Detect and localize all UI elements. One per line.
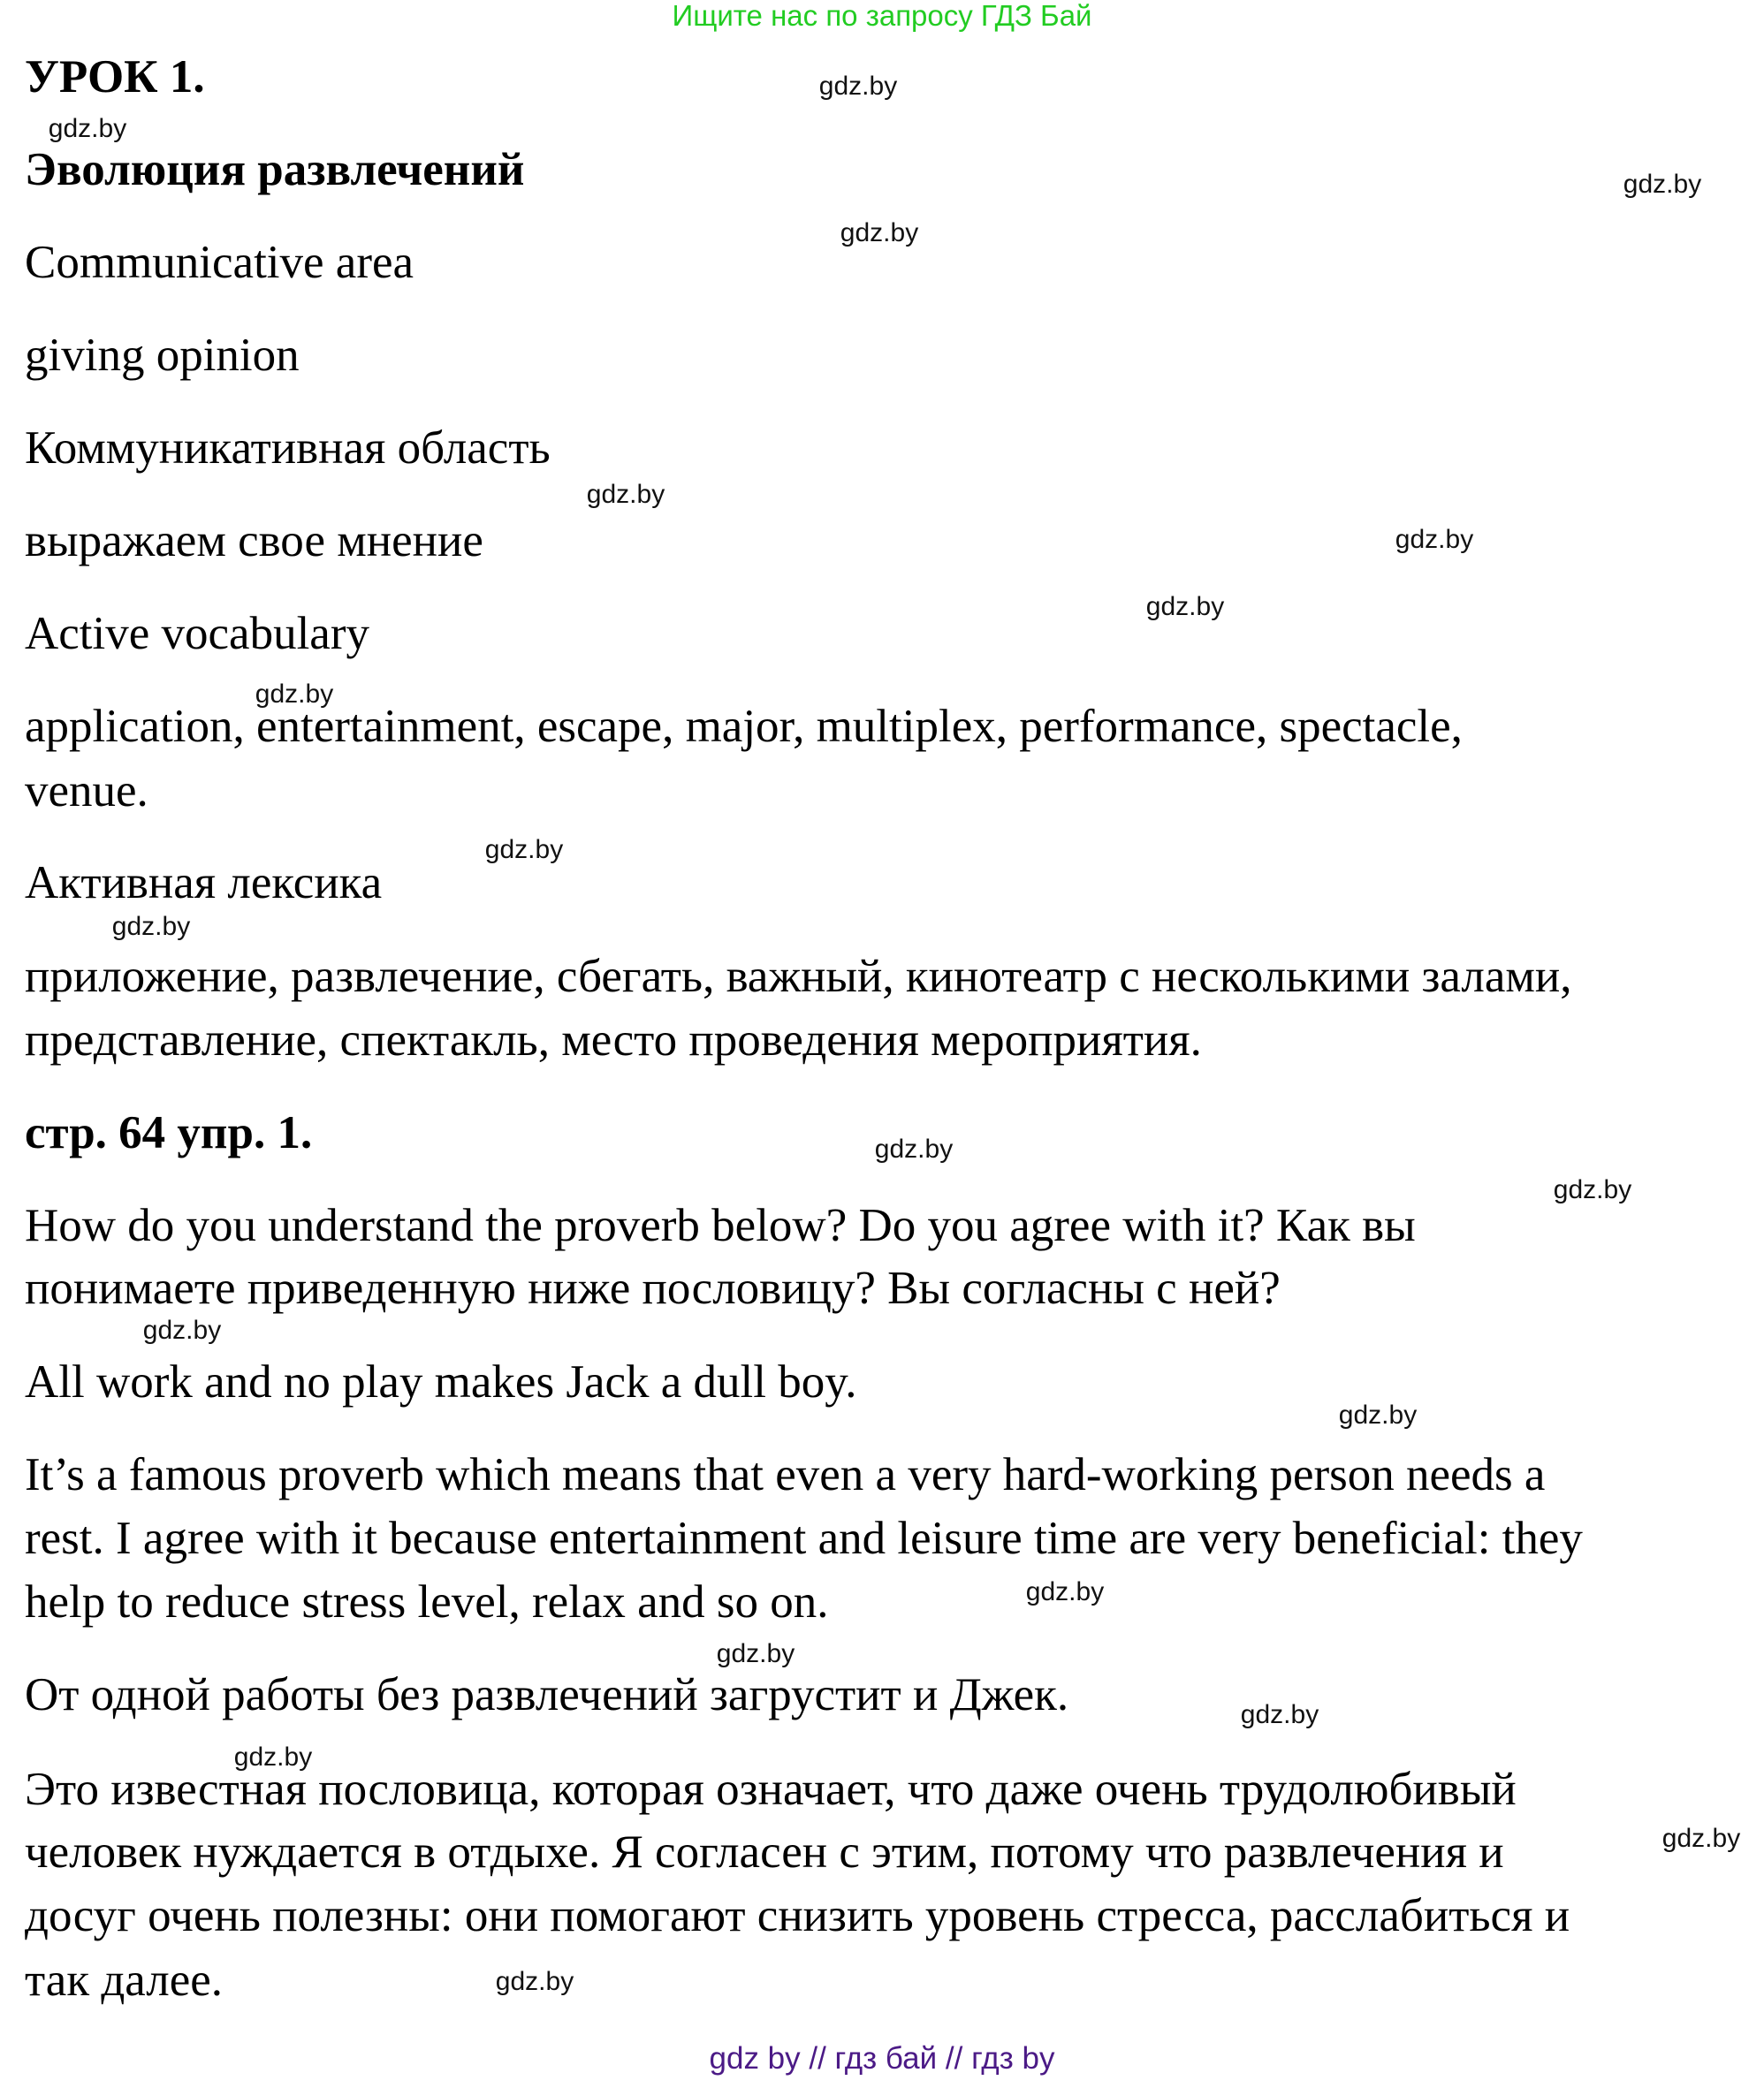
text-line: application, entertainment, escape, major, multiplex, performance, spectacle, xyxy=(25,701,1463,752)
watermark: gdz.by xyxy=(111,912,191,941)
proverb: All work and no play makes Jack a dull boy. xyxy=(25,1356,857,1408)
watermark: gdz.by xyxy=(255,680,334,709)
proverb-translation: От одной работы без развлечений загрустит и Джек. xyxy=(25,1669,1069,1720)
lesson-title: УРОК 1. xyxy=(25,51,205,103)
text-line: человек нуждается в отдыхе. Я согласен с этим, потому что развлечения и xyxy=(25,1826,1504,1878)
text-line: досуг очень полезны: они помогают снизить уровень стресса, расслабиться и xyxy=(25,1890,1570,1941)
section-heading: Активная лексика xyxy=(25,857,383,908)
watermark: gdz.by xyxy=(874,1135,954,1164)
lesson-subtitle: Эволюция развлечений xyxy=(25,144,525,195)
footer-links[interactable]: gdz by // гдз бай // гдз by xyxy=(709,2041,1055,2076)
text-line: It’s a famous proverb which means that even a very hard-working person needs a xyxy=(25,1449,1546,1500)
watermark: gdz.by xyxy=(1395,525,1474,554)
text-line: так далее. xyxy=(25,1955,224,2006)
text-line: help to reduce stress level, relax and so on. xyxy=(25,1576,829,1628)
watermark: gdz.by xyxy=(840,218,919,247)
search-banner[interactable]: Ищите нас по запросу ГДЗ Бай xyxy=(672,0,1092,32)
watermark: gdz.by xyxy=(142,1316,222,1345)
text-line: представление, спектакль, место проведения мероприятия. xyxy=(25,1014,1202,1066)
text-line: rest. I agree with it because entertainment and leisure time are very beneficial: they xyxy=(25,1513,1583,1564)
text-line: venue. xyxy=(25,765,148,816)
watermark: gdz.by xyxy=(1240,1700,1319,1729)
text-line: выражаем свое мнение xyxy=(25,515,483,566)
watermark: gdz.by xyxy=(1025,1577,1105,1606)
watermark: gdz.by xyxy=(716,1639,795,1668)
section-heading: Communicative area xyxy=(25,237,414,288)
watermark: gdz.by xyxy=(818,72,898,101)
watermark: gdz.by xyxy=(1553,1175,1632,1204)
watermark: gdz.by xyxy=(1145,592,1225,621)
watermark: gdz.by xyxy=(233,1743,313,1772)
watermark: gdz.by xyxy=(586,480,665,509)
section-heading: Коммуникативная область xyxy=(25,422,551,474)
text-line: приложение, развлечение, сбегать, важный, кинотеатр с несколькими залами, xyxy=(25,951,1572,1002)
exercise-title: стр. 64 упр. 1. xyxy=(25,1107,313,1158)
watermark: gdz.by xyxy=(1338,1401,1418,1430)
watermark: gdz.by xyxy=(1623,170,1702,199)
watermark: gdz.by xyxy=(1661,1824,1741,1853)
watermark: gdz.by xyxy=(48,114,127,143)
watermark: gdz.by xyxy=(484,835,564,864)
text-line: How do you understand the proverb below? Do you agree with it? Как вы xyxy=(25,1200,1416,1251)
text-line: giving opinion xyxy=(25,330,300,381)
watermark: gdz.by xyxy=(495,1967,574,1996)
section-heading: Active vocabulary xyxy=(25,608,369,659)
text-line: Это известная пословица, которая означает, что даже очень трудолюбивый xyxy=(25,1764,1517,1815)
text-line: понимаете приведенную ниже пословицу? Вы согласны с ней? xyxy=(25,1263,1281,1314)
